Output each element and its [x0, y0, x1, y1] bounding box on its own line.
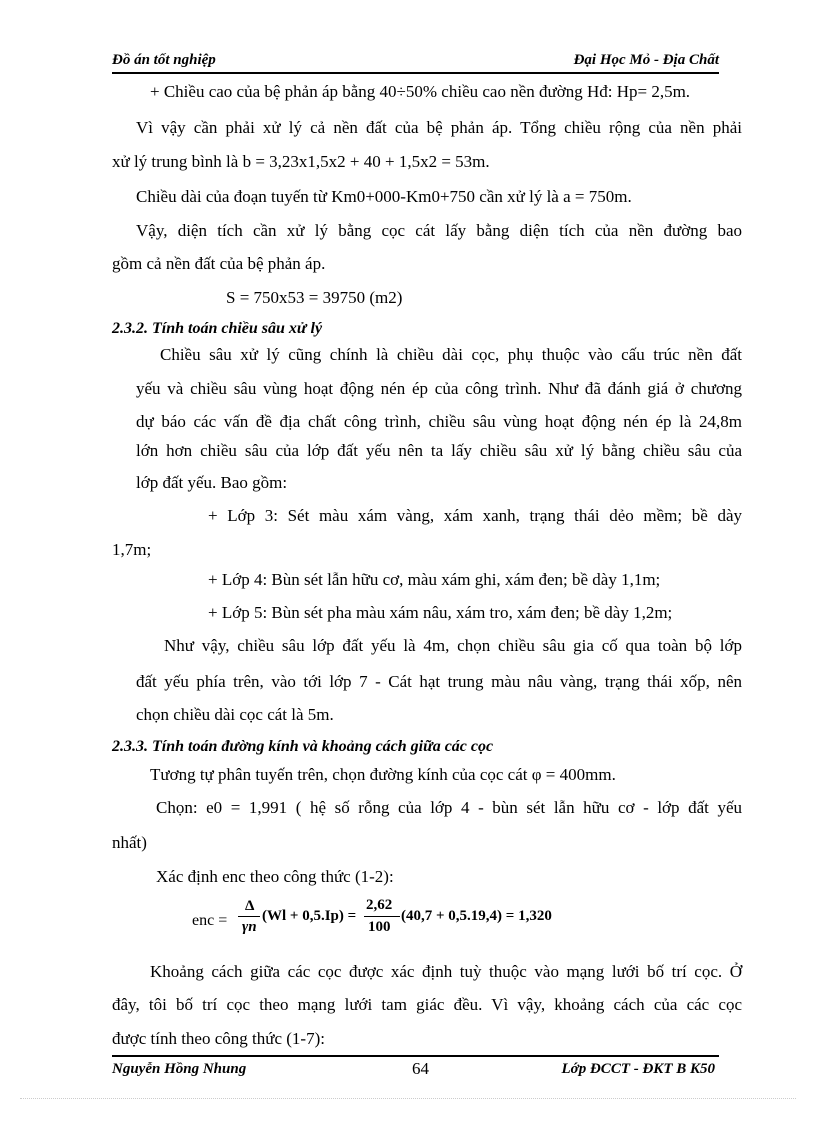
- para-summary-2: đất yếu phía trên, vào tới lớp 7 - Cát hạt trung màu nâu vàng, trạng thái xốp, nên: [136, 672, 742, 691]
- para-spacing-2: đây, tôi bố trí cọc theo mạng lưới tam giác đều. Vì vậy, khoảng cách của các cọc: [112, 995, 742, 1014]
- para-height: + Chiều cao của bệ phản áp bằng 40÷50% chiều cao nền đường Hđ: Hp= 2,5m.: [150, 82, 691, 101]
- para-spacing-1: Khoảng cách giữa các cọc được xác định tuỳ thuộc vào mạng lưới bố trí cọc. Ở: [150, 962, 742, 981]
- layer-3-line-1: + Lớp 3: Sét màu xám vàng, xám xanh, trạng thái dẻo mềm; bề dày: [208, 506, 742, 525]
- para-summary-3: chọn chiều dài cọc cát là 5m.: [136, 705, 334, 724]
- header-left: Đồ án tốt nghiệp: [112, 52, 216, 68]
- footer-author: Nguyễn Hồng Nhung: [112, 1061, 247, 1077]
- para-treat-1: Vì vậy cần phải xử lý cả nền đất của bệ phản áp. Tổng chiều rộng của nền phải: [136, 118, 742, 137]
- para-depth-1: Chiều sâu xử lý cũng chính là chiều dài cọc, phụ thuộc vào cấu trúc nền đất: [160, 345, 742, 364]
- page-footer: [112, 1055, 719, 1079]
- formula-lhs: enc =: [192, 912, 228, 929]
- para-depth-4: lớn hơn chiều sâu của lớp đất yếu nên ta lấy chiều sâu xử lý bằng chiều sâu của: [136, 441, 742, 460]
- layer-4: + Lớp 4: Bùn sét lẫn hữu cơ, màu xám ghi, xám đen; bề dày 1,1m;: [208, 570, 661, 589]
- layer-5: + Lớp 5: Bùn sét pha màu xám nâu, xám tro, xám đen; bề dày 1,2m;: [208, 603, 673, 622]
- formula-num2: 2,62: [366, 897, 393, 913]
- formula-tail2: (40,7 + 0,5.19,4) = 1,320: [401, 908, 552, 924]
- para-treat-2: xử lý trung bình là b = 3,23x1,5x2 + 40 + 1,5x2 = 53m.: [112, 152, 490, 171]
- footer-class: Lớp ĐCCT - ĐKT B K50: [561, 1061, 715, 1077]
- para-length: Chiều dài của đoạn tuyến từ Km0+000-Km0+750 cần xử lý là a = 750m.: [136, 187, 632, 206]
- para-diameter: Tương tự phân tuyến trên, chọn đường kính của cọc cát φ = 400mm.: [150, 765, 616, 784]
- para-depth-2: yếu và chiều sâu vùng hoạt động nén ép của công trình. Như đã đánh giá ở chương: [136, 379, 742, 398]
- para-summary-1: Như vậy, chiều sâu lớp đất yếu là 4m, chọn chiều sâu gia cố qua toàn bộ lớp: [164, 636, 742, 655]
- enc-formula: [190, 895, 590, 945]
- page-header: [112, 52, 719, 74]
- section-heading-233: 2.3.3. Tính toán đường kính và khoảng cách giữa các cọc: [112, 738, 494, 755]
- para-spacing-3: được tính theo công thức (1-7):: [112, 1029, 325, 1048]
- para-enc: Xác định enc theo công thức (1-2):: [156, 867, 394, 886]
- section-heading-232: 2.3.2. Tính toán chiều sâu xử lý: [112, 320, 323, 337]
- para-area-1: Vậy, diện tích cần xử lý bằng cọc cát lấy bằng diện tích của nền đường bao: [136, 221, 742, 240]
- layer-3-line-2: 1,7m;: [112, 540, 152, 559]
- para-choose-2: nhất): [112, 833, 147, 852]
- formula-bar2: [364, 916, 400, 917]
- page-border: [20, 1098, 796, 1099]
- formula-bar1: [238, 916, 260, 917]
- header-right: Đại Học Mỏ - Địa Chất: [573, 52, 719, 68]
- para-depth-3: dự báo các vấn đề địa chất công trình, chiều sâu vùng hoạt động nén ép là 24,8m: [136, 412, 742, 431]
- para-choose-1: Chọn: e0 = 1,991 ( hệ số rỗng của lớp 4 - bùn sét lẫn hữu cơ - lớp đất yếu: [156, 798, 742, 817]
- para-depth-5: lớp đất yếu. Bao gồm:: [136, 473, 288, 492]
- page-number: 64: [412, 1059, 429, 1078]
- para-area-2: gồm cả nền đất của bệ phản áp.: [112, 254, 326, 273]
- formula-den2: 100: [368, 919, 391, 935]
- formula-den1: γn: [242, 919, 257, 935]
- formula-tail1: (Wl + 0,5.Ip) =: [262, 908, 357, 924]
- formula-num1: Δ: [245, 898, 255, 914]
- area-formula: S = 750x53 = 39750 (m2): [226, 288, 403, 307]
